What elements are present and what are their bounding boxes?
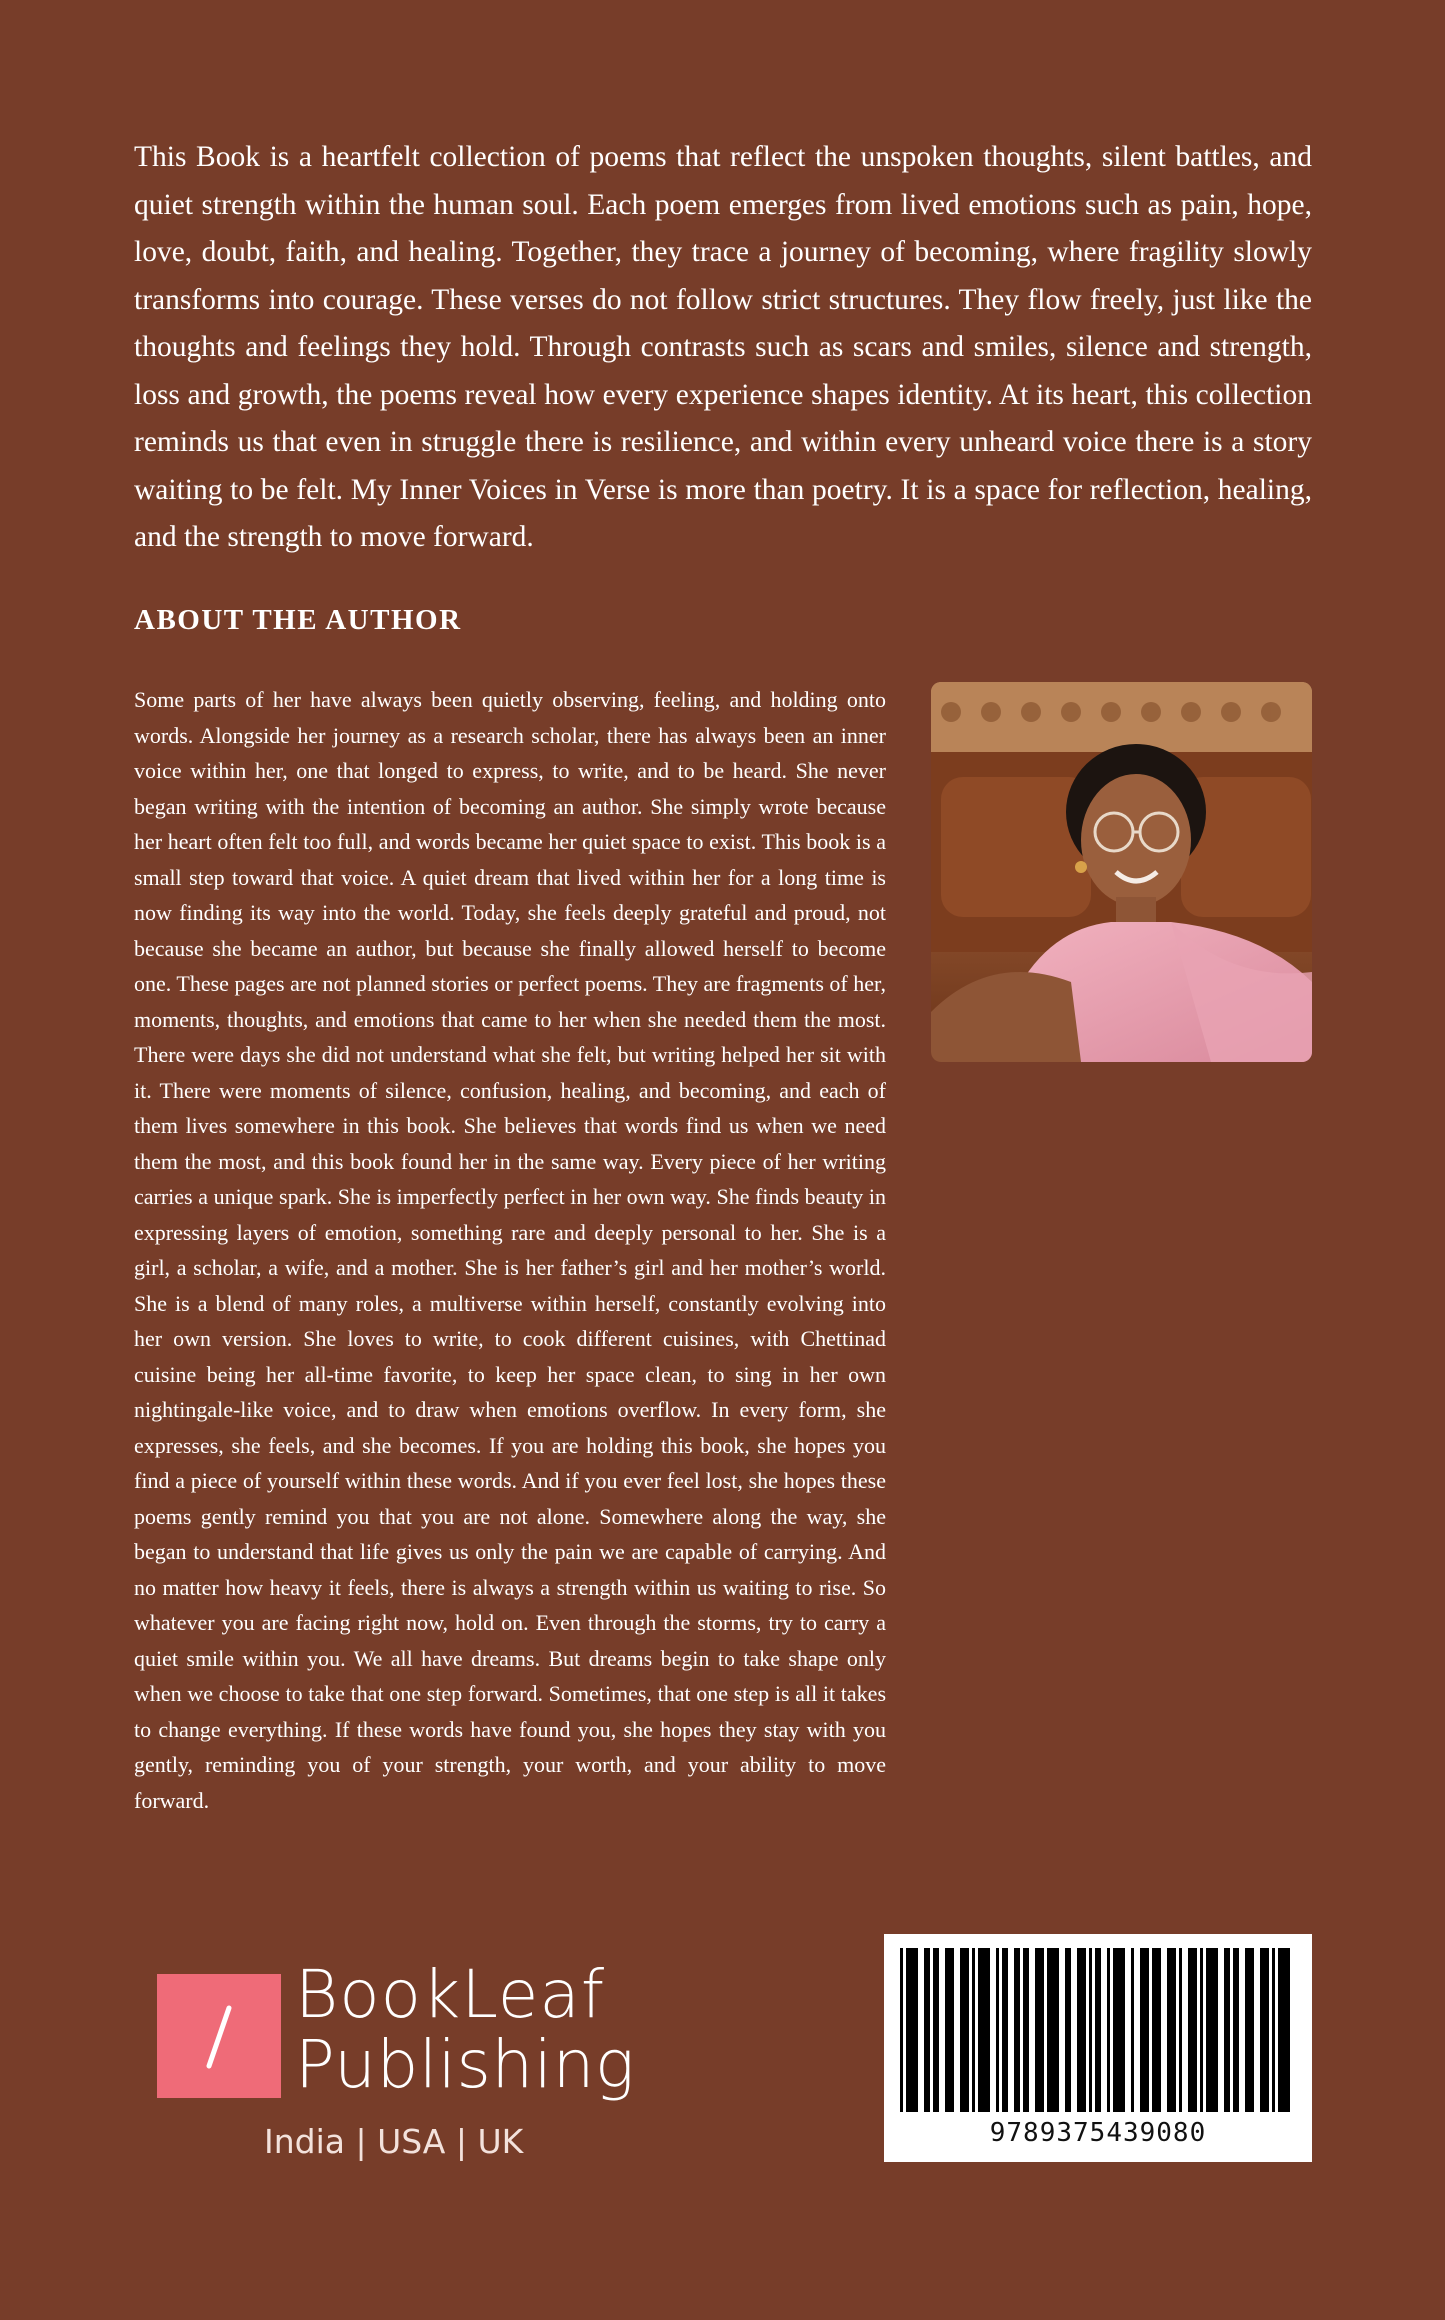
isbn-barcode — [884, 1934, 1312, 2162]
book-blurb: This Book is a heartfelt collection of poems that reflect the unspoken thoughts, silent battles, and quiet strength within the human soul. Each poem emerges from lived emotions such as pain, hope, love, doubt, faith, and healing. Together, they trace a journey of becoming, where fragility slowly transforms into courage. These verses do not follow strict structures. They flow freely, just like the thoughts and feelings they hold. Through contrasts such as scars and smiles, silence and strength, loss and growth, the poems reveal how every experience shapes identity. At its heart, this collection reminds us that even in struggle there is resilience, and within every unheard voice there is a story waiting to be felt. My Inner Voices in Verse is more than poetry. It is a space for reflection, healing, and the strength to move forward. — [134, 141, 1312, 553]
barcode-bar — [1023, 1948, 1029, 2112]
barcode-bar — [1278, 1948, 1290, 2112]
barcode-bar — [945, 1948, 954, 2112]
barcode-bar — [1047, 1948, 1059, 2112]
barcode-bar — [1206, 1948, 1218, 2112]
barcode-bar — [1152, 1948, 1161, 2112]
bookleaf-publishing-logo — [157, 1956, 636, 2170]
slash-icon — [157, 1974, 281, 2098]
barcode-bar — [933, 1948, 939, 2112]
barcode-bar — [1065, 1948, 1071, 2112]
barcode-bar — [906, 1948, 918, 2112]
barcode-bar — [996, 1948, 999, 2112]
barcode-bar — [1167, 1948, 1176, 2112]
barcode-bar — [1140, 1948, 1149, 2112]
barcode-bar — [1014, 1948, 1020, 2112]
barcode-bar — [1089, 1948, 1092, 2112]
barcode-bar — [978, 1948, 990, 2112]
author-photo — [931, 682, 1312, 1062]
publisher-name-line2: Publishing — [295, 2026, 636, 2103]
barcode-bar — [1077, 1948, 1086, 2112]
barcode-bar — [1245, 1948, 1254, 2112]
barcode-bar — [1260, 1948, 1269, 2112]
about-author-heading: ABOUT THE AUTHOR — [134, 604, 462, 636]
barcode-bar — [924, 1948, 930, 2112]
barcode-bar — [900, 1948, 903, 2112]
barcode-bar — [1035, 1948, 1044, 2112]
barcode-bar — [1107, 1948, 1110, 2112]
barcode-bar — [960, 1948, 969, 2112]
barcode-bar — [1200, 1948, 1203, 2112]
author-bio: Some parts of her have always been quietly observing, feeling, and holding onto words. Alongside her journey as a research scholar, there has always been an inner voice within her, one that longed to express, to write, and to be heard. She never began writing with the intention of becoming an author. She simply wrote because her heart often felt too full, and words became her quiet space to exist. This book is a small step toward that voice. A quiet dream that lived within her for a long time is now finding its way into the world. Today, she feels deeply grateful and proud, not because she became an author, but because she finally allowed herself to become one. These pages are not planned stories or perfect poems. They are fragments of her, moments, thoughts, and emotions that came to her when she needed them the most. There were days she did not understand what she felt, but writing helped her sit with it. There were moments of silence, confusion, healing, and becoming, and each of them lives somewhere in this book. She believes that words find us when we need them the most, and this book found her in the same way. Every piece of her writing carries a unique spark. She is imperfectly perfect in her own way. She finds beauty in expressing layers of emotion, something rare and deeply personal to her. She is a girl, a scholar, a wife, and a mother. She is her father’s girl and her mother’s world. She is a blend of many roles, a multiverse within herself, constantly evolving into her own version. She loves to write, to cook different cuisines, with Chettinad cuisine being her all-time favorite, to keep her space clean, to sing in her own nightingale-like voice, and to draw when emotions overflow. In every form, she expresses, she feels, and she becomes. If you are holding this book, she hopes you find a piece of yourself within these words. And if you ever feel lost, she hopes these poems gently remind you that you are not alone. Somewhere along the way, she began to understand that life gives us only the pain we are capable of carrying. And no matter how heavy it feels, there is always a strength within us waiting to rise. So whatever you are facing right now, hold on. Even through the storms, try to carry a quiet smile within you. We all have dreams. But dreams begin to take shape only when we choose to take that one step forward. Sometimes, that one step is all it takes to change everything. If these words have found you, she hopes they stay with you gently, reminding you of your strength, your worth, and your ability to move forward. — [134, 687, 886, 1813]
barcode-bar — [1233, 1948, 1239, 2112]
barcode-bar — [1179, 1948, 1182, 2112]
barcode-bar — [972, 1948, 975, 2112]
barcode-bar — [1224, 1948, 1230, 2112]
isbn-number: 9789375439080 — [989, 2118, 1207, 2148]
publisher-name-line1: BookLeaf — [295, 1956, 606, 2033]
barcode-bar — [1272, 1948, 1275, 2112]
barcode-bar — [1113, 1948, 1125, 2112]
barcode-bar — [1002, 1948, 1008, 2112]
barcode-bar — [1095, 1948, 1101, 2112]
barcode-bar — [1188, 1948, 1197, 2112]
barcode-bar — [1131, 1948, 1134, 2112]
barcode-bars — [900, 1948, 1296, 2112]
publisher-regions: India | USA | UK — [264, 2122, 524, 2161]
